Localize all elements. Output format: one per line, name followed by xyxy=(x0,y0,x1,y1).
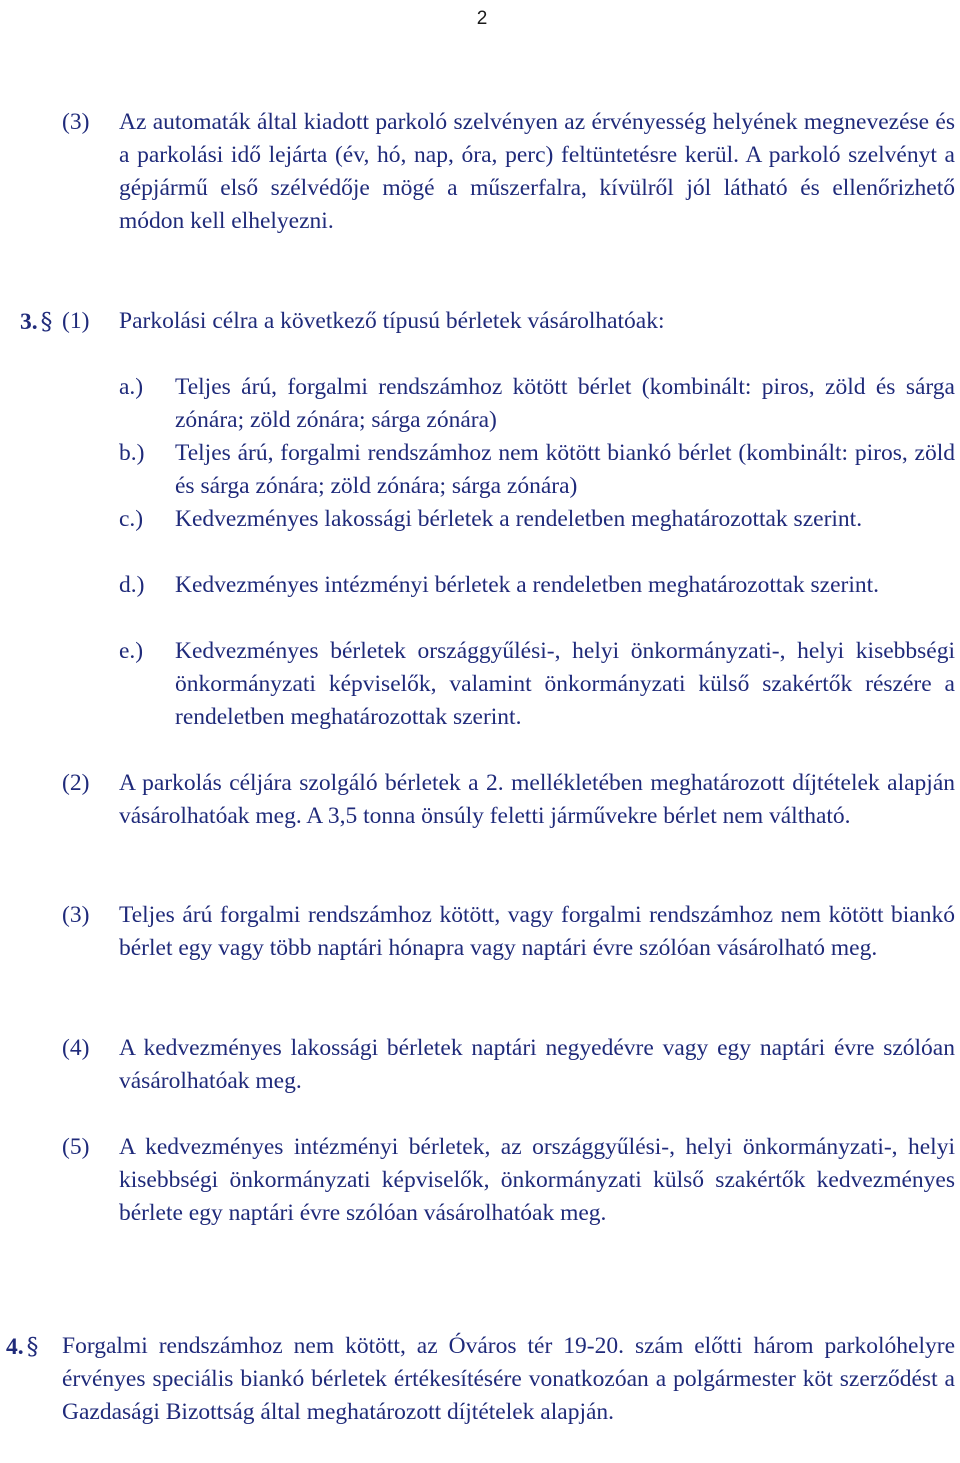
section-symbol: § xyxy=(26,1332,39,1360)
list-item-text: Kedvezményes bérletek országgyűlési-, helyi önkormányzati-, helyi kisebbségi önkormányzati képviselők, valamint önkormányzati külső szakértők részére a rendeletben meghatározottak szerint. xyxy=(175,638,955,730)
list-item-letter: a.) xyxy=(119,374,144,400)
section-heading-3 xyxy=(20,305,52,339)
paragraph-text: A kedvezményes intézményi bérletek, az országgyűlési-, helyi önkormányzati-, helyi kisebbségi önkormányzati képviselők, önkormányzati külső szakértők kedvezményes bérlete egy naptári évre szólóan vásárolhatóak meg. xyxy=(119,1134,955,1226)
paragraph-text: A kedvezményes lakossági bérletek naptári negyedévre vagy egy naptári évre szólóan vásárolhatóak meg. xyxy=(119,1035,955,1094)
list-item-text: Teljes árú, forgalmi rendszámhoz nem kötött biankó bérlet (kombinált: piros, zöld és sárga zónára; zöld zónára; sárga zónára) xyxy=(175,440,955,499)
list-item-text: Kedvezményes intézményi bérletek a rendeletben meghatározottak szerint. xyxy=(175,572,880,598)
paragraph-number: (3) xyxy=(62,109,90,135)
paragraph-number: (3) xyxy=(62,902,90,928)
list-item-letter: b.) xyxy=(119,440,145,466)
page-number: 2 xyxy=(476,8,488,29)
section-number: 4. xyxy=(6,1334,24,1360)
list-item-letter: d.) xyxy=(119,572,145,598)
paragraph-text: A parkolás céljára szolgáló bérletek a 2. mellékletében meghatározott díjtételek alapján vásárolhatóak meg. A 3,5 tonna önsúly feletti járművekre bérlet nem váltható. xyxy=(119,770,955,829)
list-item-letter: c.) xyxy=(119,506,144,532)
section-number: 3. xyxy=(20,309,38,335)
list-item-text: Teljes árú, forgalmi rendszámhoz kötött bérlet (kombinált: piros, zöld és sárga zónára; zöld zónára; sárga zónára) xyxy=(175,374,955,433)
paragraph-number: (4) xyxy=(62,1035,90,1061)
paragraph-text: Az automaták által kiadott parkoló szelvényen az érvényesség helyének megnevezése és a parkolási idő lejárta (év, hó, nap, óra, perc) feltüntetésre kerül. A parkoló szelvényt a gépjármű első szélvédője mögé a műszerfalra, kívülről jól látható és ellenőrizhető módon kell elhelyezni. xyxy=(119,109,955,234)
paragraph-number: (1) xyxy=(62,308,90,334)
paragraph-number: (5) xyxy=(62,1134,90,1160)
section-4-text: Forgalmi rendszámhoz nem kötött, az Óváros tér 19-20. szám előtti három parkolóhelyre érvényes speciális biankó bérletek értékesítésére vonatkozóan a polgármester köt szerződést a Gazdasági Bizottság által meghatározott díjtételek alapján. xyxy=(62,1333,955,1425)
section-symbol: § xyxy=(40,307,53,335)
paragraph-text: Teljes árú forgalmi rendszámhoz kötött, vagy forgalmi rendszámhoz nem kötött biankó bérlet egy vagy több naptári hónapra vagy naptári évre szólóan vásárolható meg. xyxy=(119,902,955,961)
list-item-letter: e.) xyxy=(119,638,144,664)
paragraph-text: Parkolási célra a következő típusú bérletek vásárolhatóak: xyxy=(119,308,665,334)
list-item-text: Kedvezményes lakossági bérletek a rendeletben meghatározottak szerint. xyxy=(175,506,863,532)
paragraph-number: (2) xyxy=(62,770,90,796)
section-heading-4 xyxy=(6,1330,38,1364)
